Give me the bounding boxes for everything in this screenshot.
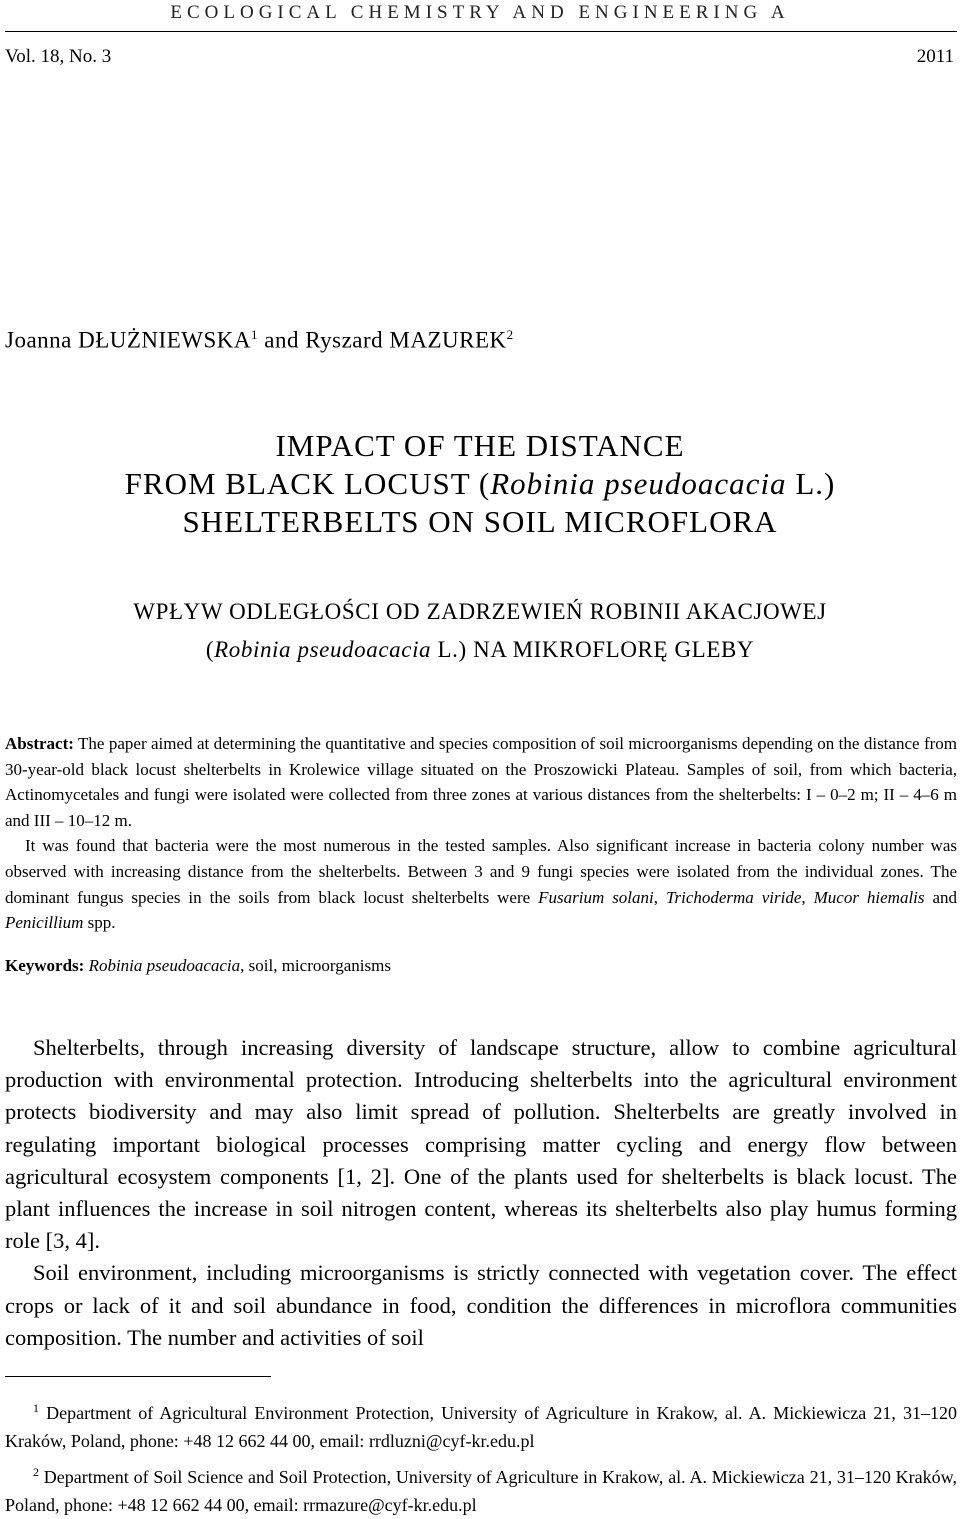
body-paragraph-1: Shelterbelts, through increasing diversity of landscape structure, allow to combine agricultural production with environmental protection. Introducing shelterbelts into the agricultural environment protects biodiversity and may also limit spread of pollution. Shelterbelts are greatly involved in regulating important biological processes comprising matter cycling and energy flow between agricultural ecosystem components [1, 2]. One of the plants used for shelterbelts is black locust. The plant influences the increase in soil nitrogen content, whereas its shelterbelts also play humus forming role [3, 4].: [5, 1035, 957, 1254]
author-1-affiliation-mark: 1: [250, 327, 258, 342]
keywords-label: Keywords:: [5, 956, 85, 975]
year-label: 2011: [916, 46, 954, 67]
separator: ,: [653, 887, 666, 907]
body-paragraph-2: Soil environment, including microorganisms is strictly connected with vegetation cover. The effect crops or lack of it and soil abundance in food, condition the differences in microflora communities composition. The number and activities of soil: [5, 1260, 957, 1350]
keywords-rest: , soil, microorganisms: [240, 956, 391, 975]
author-1-name: Joanna DŁUŻNIEWSKA: [5, 327, 251, 353]
authors-and: and: [264, 327, 299, 353]
abstract-text-1: The paper aimed at determining the quantitative and species composition of soil microorganisms depending on the distance from 30-year-old black locust shelterbelts in Krolewice village situated on the Proszowicki Plateau. Samples of soil, from which bacteria, Actinomycetales and fungi were isolated were collected from three zones at various distances from the shelterbelts: I – 0–2 m; II – 4–6 m and III – 10–12 m.: [5, 734, 957, 830]
footnote-divider: [5, 1376, 271, 1377]
abstract-label: Abstract:: [5, 734, 74, 753]
separator: and: [924, 887, 958, 907]
volume-label: Vol. 18, No. 3: [5, 46, 112, 67]
footnote-2-mark: 2: [33, 1465, 39, 1479]
abstract-paragraph-1: [5, 731, 957, 833]
footnote-2: [5, 1458, 957, 1519]
footnote-1-text: Department of Agricultural Environment Protection, University of Agriculture in Krakow, al. A. Mickiewicza 21, 31–120 Kraków, Poland, phone: +48 12 662 44 00, email: rrdluzni@cyf-kr.edu.pl: [5, 1403, 957, 1451]
title-line-2: [0, 465, 960, 503]
paper-title: [0, 427, 960, 541]
title-line-2-start: FROM BLACK LOCUST (: [124, 466, 491, 501]
title-line-2-end: L.): [786, 466, 836, 501]
species-penicillium: Penicillium: [5, 913, 84, 933]
author-2-name: Ryszard MAZUREK: [305, 327, 507, 353]
species-mucor: Mucor hiemalis: [813, 887, 925, 907]
keywords-line: [5, 956, 391, 976]
body-text: [5, 1032, 957, 1354]
abstract-text-end: spp.: [83, 913, 116, 933]
header-divider: [5, 31, 957, 32]
polish-title-line-2: [0, 631, 960, 669]
species-trichoderma: Trichoderma viride: [665, 887, 802, 907]
footnote-1-mark: 1: [33, 1401, 39, 1415]
polish-title-line-1: WPŁYW ODLEGŁOŚCI OD ZADRZEWIEŃ ROBINII AKACJOWEJ: [133, 599, 827, 624]
separator: ,: [801, 887, 814, 907]
polish-title-line-2-end: L.) NA MIKROFLORĘ GLEBY: [431, 637, 755, 662]
title-line-1: IMPACT OF THE DISTANCE: [275, 428, 685, 463]
footnote-1: [5, 1394, 957, 1455]
journal-title: ECOLOGICAL CHEMISTRY AND ENGINEERING A: [170, 2, 790, 23]
authors-line: [5, 327, 514, 354]
abstract-paragraph-2: [5, 833, 957, 935]
abstract-text-2: It was found that bacteria were the most numerous in the tested samples. Also significant increase in bacteria colony number was observed with increasing distance from the shelterbelts. Between 3 and 9 fungi species were isolated from the individual zones. The dominant fungus species in the soils from black locust shelterbelts were: [5, 836, 957, 907]
polish-title: [0, 593, 960, 669]
title-line-3: SHELTERBELTS ON SOIL MICROFLORA: [182, 504, 778, 539]
author-2-affiliation-mark: 2: [506, 327, 514, 342]
abstract-section: [5, 731, 957, 936]
species-fusarium: Fusarium solani: [538, 887, 654, 907]
title-species-name: Robinia pseudoacacia: [490, 466, 787, 501]
polish-title-line-2-start: (: [205, 637, 215, 662]
polish-title-species-name: Robinia pseudoacacia: [214, 637, 432, 662]
keyword-species: Robinia pseudoacacia: [88, 956, 241, 975]
footnote-2-text: Department of Soil Science and Soil Protection, University of Agriculture in Krakow, al. A. Mickiewicza 21, 31–120 Kraków, Poland, phone: +48 12 662 44 00, email: rrmazure@cyf-kr.edu.pl: [5, 1467, 957, 1515]
